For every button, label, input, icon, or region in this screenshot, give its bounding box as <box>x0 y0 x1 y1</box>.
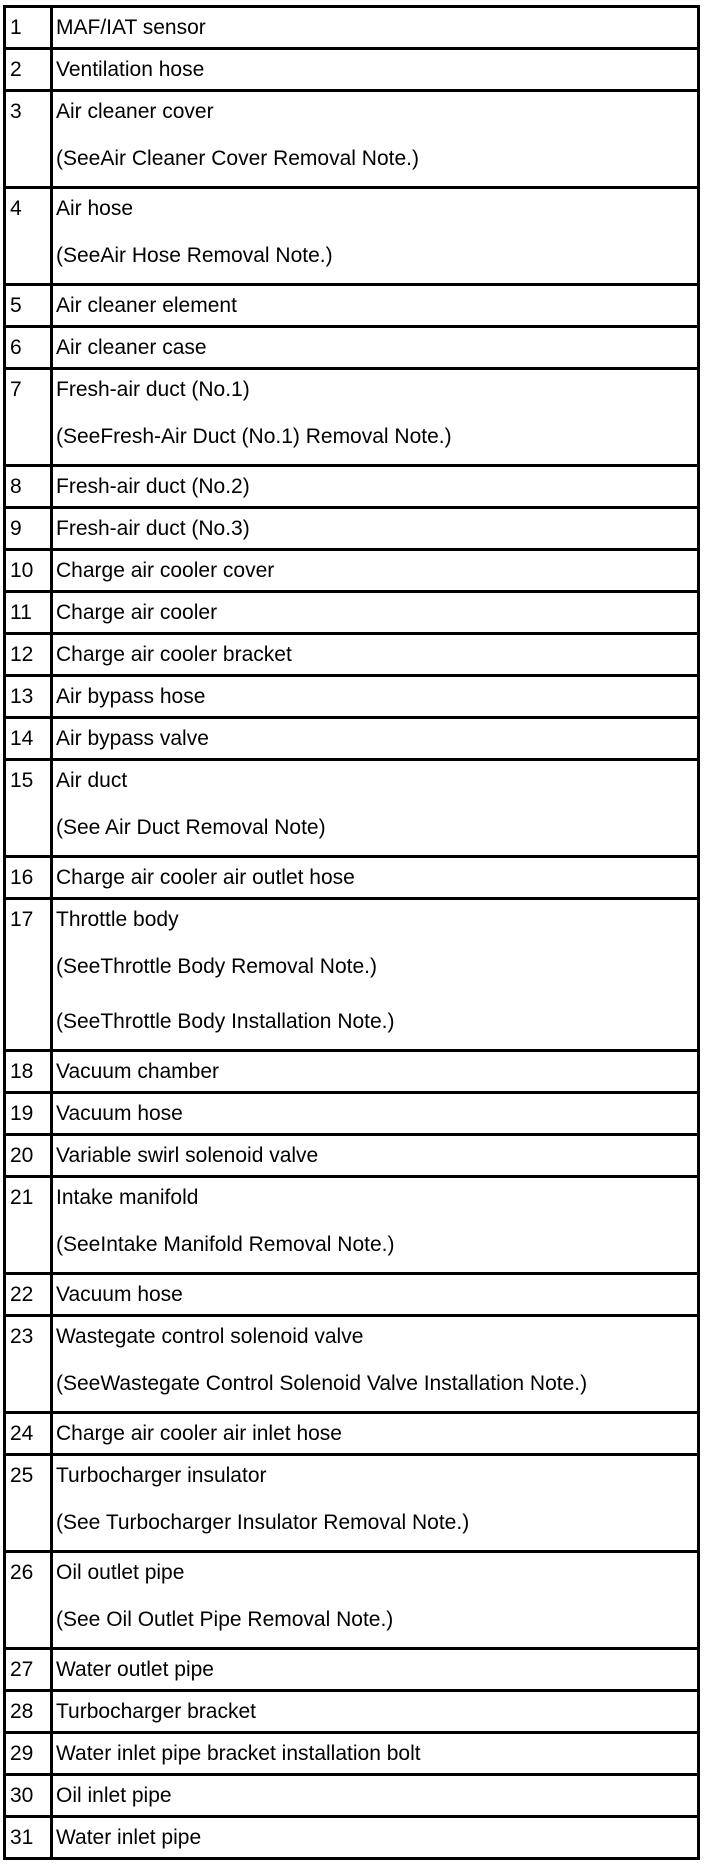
part-number-cell <box>5 1817 52 1859</box>
table-row <box>5 327 699 369</box>
part-number: 27 <box>10 1658 34 1681</box>
table-row <box>5 718 699 760</box>
part-name: Wastegate control solenoid valve <box>56 1325 364 1348</box>
part-name: Water inlet pipe <box>56 1826 202 1849</box>
part-number-cell <box>5 1775 52 1817</box>
part-number: 31 <box>10 1826 34 1849</box>
part-name: Air cleaner element <box>56 294 237 317</box>
part-description-cell <box>52 327 699 369</box>
part-name: Charge air cooler bracket <box>56 643 292 666</box>
part-description-cell <box>52 1093 699 1135</box>
table-row <box>5 285 699 327</box>
part-number: 25 <box>10 1464 34 1487</box>
part-number: 1 <box>10 16 22 39</box>
table-row <box>5 1316 699 1413</box>
part-number-cell <box>5 899 52 1051</box>
part-number-cell <box>5 466 52 508</box>
part-number-cell <box>5 1177 52 1274</box>
part-description-cell <box>52 760 699 857</box>
table-row <box>5 508 699 550</box>
part-name: Fresh-air duct (No.1) <box>56 378 250 401</box>
part-description-cell <box>52 676 699 718</box>
part-number-cell <box>5 285 52 327</box>
table-row <box>5 550 699 592</box>
table-row <box>5 1177 699 1274</box>
table-row <box>5 634 699 676</box>
part-description-cell <box>52 369 699 466</box>
part-number: 15 <box>10 769 34 792</box>
part-number-cell <box>5 49 52 91</box>
table-row <box>5 899 699 1051</box>
part-name: Air hose <box>56 197 134 220</box>
part-number-cell <box>5 760 52 857</box>
part-name: MAF/IAT sensor <box>56 16 206 39</box>
part-number-cell <box>5 1733 52 1775</box>
part-name: Fresh-air duct (No.3) <box>56 517 250 540</box>
table-row <box>5 857 699 899</box>
part-number-cell <box>5 676 52 718</box>
part-number-cell <box>5 1135 52 1177</box>
part-name: Water inlet pipe bracket installation bolt <box>56 1742 421 1765</box>
part-name: Fresh-air duct (No.2) <box>56 475 250 498</box>
part-number-cell <box>5 327 52 369</box>
part-number: 21 <box>10 1186 34 1209</box>
part-number-cell <box>5 1051 52 1093</box>
removal-note: (SeeThrottle Body Installation Note.) <box>56 1010 395 1033</box>
part-name: Vacuum hose <box>56 1283 183 1306</box>
part-number-cell <box>5 1649 52 1691</box>
part-number: 12 <box>10 643 34 666</box>
table-row <box>5 1817 699 1859</box>
part-number: 19 <box>10 1102 34 1125</box>
removal-note: (SeeIntake Manifold Removal Note.) <box>56 1233 395 1256</box>
part-number-cell <box>5 508 52 550</box>
part-name: Charge air cooler air inlet hose <box>56 1422 342 1445</box>
part-name: Water outlet pipe <box>56 1658 214 1681</box>
part-name: Air cleaner case <box>56 336 207 359</box>
part-name: Vacuum hose <box>56 1102 183 1125</box>
table-row <box>5 466 699 508</box>
part-number: 14 <box>10 727 34 750</box>
part-description-cell <box>52 1552 699 1649</box>
table-row <box>5 1691 699 1733</box>
part-number-cell <box>5 1413 52 1455</box>
part-number: 6 <box>10 336 22 359</box>
part-description-cell <box>52 550 699 592</box>
part-number: 18 <box>10 1060 34 1083</box>
part-number: 3 <box>10 100 22 123</box>
part-name: Air duct <box>56 769 128 792</box>
part-number: 29 <box>10 1742 34 1765</box>
part-description-cell <box>52 1051 699 1093</box>
table-row <box>5 188 699 285</box>
part-number: 30 <box>10 1784 34 1807</box>
part-description-cell <box>52 91 699 188</box>
part-description-cell <box>52 718 699 760</box>
part-name: Ventilation hose <box>56 58 205 81</box>
part-description-cell <box>52 285 699 327</box>
part-number-cell <box>5 369 52 466</box>
part-name: Air bypass valve <box>56 727 209 750</box>
part-description-cell <box>52 7 699 49</box>
part-number: 11 <box>10 601 32 624</box>
table-row <box>5 49 699 91</box>
part-description-cell <box>52 1691 699 1733</box>
removal-note: (See Air Duct Removal Note) <box>56 816 326 839</box>
table-row <box>5 1093 699 1135</box>
part-number: 26 <box>10 1561 34 1584</box>
part-number: 28 <box>10 1700 34 1723</box>
table-row <box>5 7 699 49</box>
part-number-cell <box>5 1093 52 1135</box>
part-number-cell <box>5 550 52 592</box>
part-number: 5 <box>10 294 22 317</box>
part-description-cell <box>52 634 699 676</box>
table-row <box>5 1051 699 1093</box>
removal-note: (SeeWastegate Control Solenoid Valve Installation Note.) <box>56 1372 588 1395</box>
removal-note: (SeeAir Cleaner Cover Removal Note.) <box>56 147 419 170</box>
part-number: 10 <box>10 559 34 582</box>
part-description-cell <box>52 1316 699 1413</box>
table-row <box>5 1455 699 1552</box>
removal-note: (SeeThrottle Body Removal Note.) <box>56 955 377 978</box>
table-row <box>5 1733 699 1775</box>
part-description-cell <box>52 1817 699 1859</box>
part-name: Variable swirl solenoid valve <box>56 1144 319 1167</box>
part-number: 9 <box>10 517 22 540</box>
part-number-cell <box>5 1274 52 1316</box>
part-number: 2 <box>10 58 22 81</box>
part-number-cell <box>5 634 52 676</box>
part-description-cell <box>52 1455 699 1552</box>
part-number-cell <box>5 1552 52 1649</box>
part-description-cell <box>52 466 699 508</box>
part-description-cell <box>52 857 699 899</box>
table-row <box>5 1135 699 1177</box>
table-row <box>5 1775 699 1817</box>
part-number-cell <box>5 1316 52 1413</box>
part-name: Oil inlet pipe <box>56 1784 172 1807</box>
removal-note: (See Turbocharger Insulator Removal Note.) <box>56 1511 470 1534</box>
part-number-cell <box>5 857 52 899</box>
part-name: Oil outlet pipe <box>56 1561 185 1584</box>
table-row <box>5 1649 699 1691</box>
part-name: Turbocharger insulator <box>56 1464 267 1487</box>
part-number-cell <box>5 1691 52 1733</box>
part-number: 13 <box>10 685 34 708</box>
part-name: Intake manifold <box>56 1186 199 1209</box>
part-name: Charge air cooler air outlet hose <box>56 866 355 889</box>
part-description-cell <box>52 1733 699 1775</box>
part-description-cell <box>52 49 699 91</box>
part-name: Vacuum chamber <box>56 1060 220 1083</box>
removal-note: (See Oil Outlet Pipe Removal Note.) <box>56 1608 394 1631</box>
table-row <box>5 676 699 718</box>
part-number: 7 <box>10 378 22 401</box>
parts-table-body <box>5 7 699 1859</box>
part-description-cell <box>52 508 699 550</box>
part-name: Air cleaner cover <box>56 100 214 123</box>
part-name: Charge air cooler <box>56 601 218 624</box>
part-number-cell <box>5 7 52 49</box>
table-row <box>5 1274 699 1316</box>
part-number: 16 <box>10 866 34 889</box>
part-description-cell <box>52 1413 699 1455</box>
table-row <box>5 1413 699 1455</box>
part-number-cell <box>5 592 52 634</box>
table-row <box>5 1552 699 1649</box>
table-row <box>5 369 699 466</box>
part-number-cell <box>5 91 52 188</box>
part-description-cell <box>52 1274 699 1316</box>
part-number: 20 <box>10 1144 34 1167</box>
part-description-cell <box>52 899 699 1051</box>
part-number-cell <box>5 718 52 760</box>
removal-note: (SeeFresh-Air Duct (No.1) Removal Note.) <box>56 425 452 448</box>
part-name: Turbocharger bracket <box>56 1700 256 1723</box>
part-number-cell <box>5 188 52 285</box>
part-number: 8 <box>10 475 22 498</box>
part-number: 23 <box>10 1325 34 1348</box>
part-description-cell <box>52 1135 699 1177</box>
part-number: 4 <box>10 197 22 220</box>
part-name: Charge air cooler cover <box>56 559 275 582</box>
part-number-cell <box>5 1455 52 1552</box>
part-description-cell <box>52 188 699 285</box>
part-description-cell <box>52 1775 699 1817</box>
removal-note: (SeeAir Hose Removal Note.) <box>56 244 333 267</box>
part-number: 22 <box>10 1283 34 1306</box>
parts-table <box>3 5 700 1860</box>
table-row <box>5 91 699 188</box>
part-description-cell <box>52 1177 699 1274</box>
table-row <box>5 592 699 634</box>
table-row <box>5 760 699 857</box>
part-description-cell <box>52 592 699 634</box>
part-number: 17 <box>10 908 34 931</box>
part-number: 24 <box>10 1422 34 1445</box>
part-name: Air bypass hose <box>56 685 206 708</box>
part-name: Throttle body <box>56 908 179 931</box>
part-description-cell <box>52 1649 699 1691</box>
